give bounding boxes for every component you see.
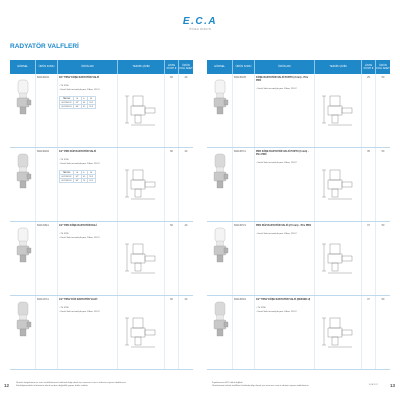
table-row	[207, 148, 390, 222]
logo-tagline: İTİNALI DİZAYN	[188, 28, 212, 31]
valve-icon	[14, 226, 32, 267]
product-name: 1/2" PRO DÜZ RADYATÖR VALFİ	[59, 150, 97, 153]
technical-drawing	[315, 296, 362, 369]
product-description	[255, 148, 315, 221]
technical-drawing-icon	[318, 315, 358, 350]
technical-drawing	[118, 222, 165, 295]
dimension-row	[60, 105, 96, 109]
product-name: PRO DÜZ RADYATÖR VALFİ (2.5 mm) - Ptrv PRO	[256, 224, 312, 227]
feature-item: • Sıcak Sulu tesisat/çalışma: 10bar, 120°C	[59, 89, 116, 92]
left-product-table	[10, 60, 193, 370]
feature-list	[59, 159, 116, 166]
technical-drawing-icon	[318, 93, 358, 128]
header-description: ÜRÜN ADI	[255, 60, 315, 74]
valve-icon	[14, 300, 32, 341]
product-code: 602130301	[233, 296, 255, 369]
product-code: 602130202	[36, 148, 58, 221]
brand-logo	[176, 16, 224, 31]
section-title: RADYATÖR VALFLERİ	[10, 43, 79, 50]
product-description	[58, 74, 118, 147]
product-name: 3/4" TRSV KÖŞE RADYATÖR VALFİ	[59, 76, 100, 79]
table-header	[10, 60, 193, 74]
footer-note: Fiyatlarımıza KDV dahil değildir.	[212, 382, 244, 384]
valve-icon	[211, 78, 229, 119]
product-image	[10, 148, 36, 221]
feature-list	[256, 233, 313, 236]
dimension-cell: 602130203	[61, 179, 72, 182]
product-image	[10, 74, 36, 147]
dimension-cell: 602130103	[61, 105, 72, 108]
dimension-table	[59, 96, 96, 109]
product-image	[207, 74, 233, 147]
page-number-left: 12	[4, 383, 10, 388]
dimension-cell: TEK NO	[60, 171, 74, 175]
feature-list	[59, 307, 116, 314]
dimension-table	[59, 170, 96, 183]
feature-item: • Sıcak Sulu tesisat/çalışma: 10bar, 120°C	[256, 311, 313, 314]
product-price: 37	[362, 296, 376, 369]
footer-notes-left	[16, 382, 199, 389]
header-drawing: TEKNİK ÇİZİM	[118, 60, 165, 74]
dimension-cell: 59.5	[89, 101, 94, 104]
technical-drawing-icon	[121, 241, 161, 276]
technical-drawing-icon	[121, 93, 161, 128]
dimension-cell: 59.5	[89, 179, 94, 182]
product-code: 602130105	[233, 74, 255, 147]
dimension-cell: 46	[83, 101, 86, 104]
table-header	[207, 60, 390, 74]
product-image	[207, 148, 233, 221]
dimension-cell: G	[74, 171, 82, 175]
dimension-cell: 69	[83, 175, 86, 178]
table-row	[10, 148, 193, 222]
dimension-cell: L	[81, 97, 87, 101]
product-quantity: 20	[184, 150, 188, 153]
product-quantity: 20	[184, 298, 188, 301]
product-price: 60	[165, 222, 179, 295]
header-price: LİSTE FİYATI €	[362, 60, 376, 74]
dimension-cell: L	[81, 171, 87, 175]
product-image	[10, 222, 36, 295]
right-product-table	[207, 60, 390, 370]
header-image: GÖRSEL	[207, 60, 233, 74]
product-code: 602131811	[36, 222, 58, 295]
technical-drawing	[118, 148, 165, 221]
product-code: 602130102	[36, 74, 58, 147]
page-number-right: 13	[390, 383, 396, 388]
feature-list	[59, 233, 116, 240]
product-name: PRO KÖŞE RADYATÖR VALFİ PURTU (3 mm) - Ptrv PRO	[256, 150, 309, 157]
footer-notes-right	[212, 382, 395, 389]
dimension-cell: 1/2"	[75, 175, 80, 178]
product-name: 1/2" TRSV KÖŞE RADYATÖR VALFİ (DEKORLU)	[256, 298, 311, 301]
product-image	[10, 296, 36, 369]
valve-icon	[211, 226, 229, 267]
valve-icon	[14, 78, 32, 119]
product-description	[58, 296, 118, 369]
header-description: ÜRÜN ADI	[58, 60, 118, 74]
dimension-cell: 3/4"	[75, 105, 80, 108]
dimension-cell: 3/4"	[75, 179, 80, 182]
product-description	[255, 74, 315, 147]
dimension-cell: 602130202	[61, 175, 72, 178]
technical-drawing-icon	[121, 315, 161, 350]
technical-drawing	[118, 74, 165, 147]
technical-drawing	[315, 74, 362, 147]
dimension-cell: G	[74, 97, 82, 101]
feature-list	[256, 307, 313, 314]
feature-list	[256, 88, 313, 91]
product-code: 602130711	[233, 148, 255, 221]
feature-list	[59, 85, 116, 92]
product-quantity: 20	[184, 224, 188, 227]
header-code: ÜRÜN KODU	[233, 60, 255, 74]
dimension-cell: TEK NO	[60, 97, 74, 101]
product-description	[255, 296, 315, 369]
table-row	[10, 296, 193, 370]
technical-drawing	[118, 296, 165, 369]
product-code: 602131711	[36, 296, 58, 369]
header-quantity: ÜRÜN KOLİ ADET	[376, 63, 390, 70]
product-price: 60	[165, 296, 179, 369]
dimension-cell: 59.5	[89, 105, 94, 108]
footer-note: Ürünler belgelerimiz ve ürün sertifikalarımız hakkında bilgi almak için www.eca.com.tr adresini ziyaret edebilirsiniz.	[16, 382, 127, 384]
header-image: GÖRSEL	[10, 60, 36, 74]
header-price: LİSTE FİYATI €	[165, 60, 179, 74]
valve-icon	[14, 152, 32, 193]
valve-icon	[211, 152, 229, 193]
product-description	[255, 222, 315, 295]
dimension-cell: H	[87, 97, 95, 101]
footer-note: Ürünlerimizin teknik özellikleri hakkında bilgi almak için www.eca.com.tr adresini ziyaret edebilirsiniz.	[212, 385, 310, 388]
product-quantity: 50	[381, 224, 385, 227]
header-quantity: ÜRÜN KOLİ ADET	[179, 63, 193, 70]
header-code: ÜRÜN KODU	[36, 60, 58, 74]
table-row	[207, 222, 390, 296]
technical-drawing-icon	[318, 167, 358, 202]
document-code: ECA 2017	[369, 384, 379, 386]
product-price: 60	[165, 74, 179, 147]
feature-item: • Sıcak Sulu tesisat/çalışma: 10bar, 120°C	[256, 88, 313, 91]
dimension-cell: 59.5	[89, 175, 94, 178]
technical-drawing-icon	[121, 167, 161, 202]
dimension-cell: 76	[83, 179, 86, 182]
logo-wordmark: E.C.A	[182, 16, 218, 27]
feature-item: • Sıcak Sulu tesisat/çalışma: 10bar, 120°C	[256, 233, 313, 236]
feature-item: • TS 3796	[59, 233, 116, 236]
product-code: 602130721	[233, 222, 255, 295]
technical-drawing	[315, 148, 362, 221]
feature-item: • Sıcak Sulu tesisat/çalışma: 10bar, 120°C	[59, 311, 116, 314]
left-rows	[10, 74, 193, 370]
valve-icon	[211, 300, 229, 341]
dimension-cell: H	[87, 171, 95, 175]
dimension-row	[60, 179, 96, 183]
feature-item: • TS 3796	[59, 159, 116, 162]
product-price: 25	[362, 74, 376, 147]
feature-item: • Sıcak Sulu tesisat/çalışma: 10bar, 120°C	[256, 162, 313, 165]
footer-note: Kataloğumuzdaki ürünlerimiz teknik açıdan değişiklik yapma hakkı saklıdır.	[16, 385, 89, 388]
feature-item: • TS 3796	[256, 307, 313, 310]
product-quantity: 50	[381, 298, 385, 301]
product-description	[58, 222, 118, 295]
product-quantity: 50	[381, 150, 385, 153]
product-name: 1/2" PRO KÖŞE RADYATÖR DALİ	[59, 224, 97, 227]
feature-list	[256, 162, 313, 165]
feature-item: • TS 3796	[59, 85, 116, 88]
table-row	[207, 74, 390, 148]
technical-drawing	[315, 222, 362, 295]
feature-item: • Sıcak Sulu tesisat/çalışma: 10bar, 120°C	[59, 237, 116, 240]
right-rows	[207, 74, 390, 370]
product-description	[58, 148, 118, 221]
table-row	[10, 74, 193, 148]
table-row	[10, 222, 193, 296]
product-price: 37	[362, 222, 376, 295]
product-image	[207, 296, 233, 369]
product-price: 35	[362, 148, 376, 221]
header-drawing: TEKNİK ÇİZİM	[315, 60, 362, 74]
table-row	[207, 296, 390, 370]
product-name: KÖŞE RADYATÖR VALFİ PURTU (3 mm) - Ptrv PRO	[256, 76, 309, 83]
technical-drawing-icon	[318, 241, 358, 276]
product-image	[207, 222, 233, 295]
product-quantity: 50	[381, 76, 385, 79]
feature-item: • Sıcak Sulu tesisat/çalışma: 10bar, 120°C	[59, 163, 116, 166]
feature-item: • TS 3796	[59, 307, 116, 310]
dimension-cell: 602130102	[61, 101, 72, 104]
product-price: 60	[165, 148, 179, 221]
dimension-cell: 1/2"	[75, 101, 80, 104]
product-quantity: 20	[184, 76, 188, 79]
dimension-cell: 49	[83, 105, 86, 108]
product-name: 1/2" TRSV DÜZ RADYATÖR VALFİ	[59, 298, 98, 301]
